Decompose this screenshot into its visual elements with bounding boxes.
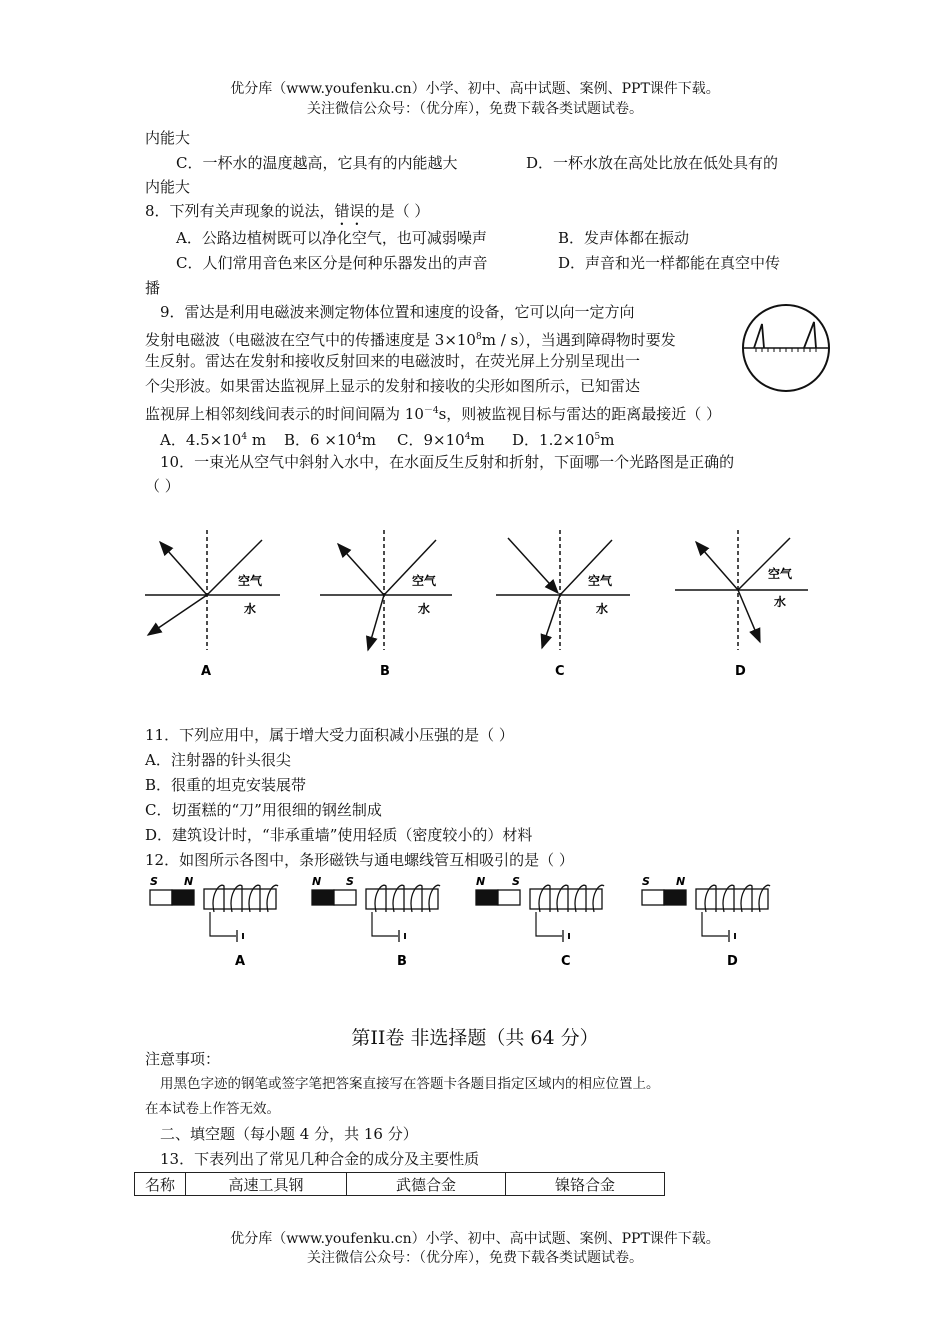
table-header-wood-alloy: 武德合金 <box>347 1173 506 1196</box>
diagram-12-c-pole-right: S <box>512 875 520 888</box>
diagram-12-a-magnet-left <box>150 890 172 905</box>
diagram-12-a-wire <box>210 912 236 936</box>
diagram-12-d-wire <box>702 912 728 936</box>
diagram-b-refracted-ray <box>368 595 384 650</box>
diagram-a-air-label: 空气 <box>238 574 263 588</box>
q13-stem: 13．下表列出了常见几种合金的成分及主要性质 <box>160 1150 480 1168</box>
diagram-12-a <box>150 875 278 969</box>
diagram-12-d-pole-right: N <box>676 875 686 888</box>
diagram-12-d <box>642 875 770 969</box>
notice-line-2: 在本试卷上作答无效。 <box>145 1101 280 1117</box>
diagram-12-c-wire <box>536 912 562 936</box>
diagram-d-label: D <box>735 664 746 679</box>
diagram-12-d-pole-left: S <box>642 875 650 888</box>
diagram-a-refracted-ray <box>148 595 207 635</box>
diagram-d-incident-ray <box>738 538 790 590</box>
notice-line-1: 用黑色字迹的钢笔或签字笔把答案直接写在答题卡各题目指定区域内的相应位置上。 <box>160 1076 660 1092</box>
q9-option-d-text: D．1.2×10 <box>512 431 595 449</box>
q8-stem-post: 的是（ ） <box>364 202 430 220</box>
q9-option-a-sup: 4 <box>241 432 248 442</box>
q9-line-5b: s，则被监视目标与雷达的距离最接近（ ） <box>438 405 722 423</box>
q10-stem-continuation: （ ） <box>145 477 180 495</box>
q11-option-a: A．注射器的针头很尖 <box>145 751 291 769</box>
diagram-12-b <box>312 875 440 969</box>
page-footer-line-1: 优分库（www.youfenku.cn）小学、初中、高中试题、案例、PPT课件下载。 <box>230 1231 720 1247</box>
diagram-c-incident-ray <box>508 538 558 593</box>
table-header-high-speed-steel: 高速工具钢 <box>186 1173 347 1196</box>
diagram-b-water-label: 水 <box>418 602 431 616</box>
q7-option-c: C．一杯水的温度越高，它具有的内能越大 <box>176 154 458 172</box>
q9-option-a <box>160 427 266 450</box>
magnet-solenoid-diagrams <box>140 872 790 972</box>
table-header-nichrome: 镍铬合金 <box>506 1173 665 1196</box>
q8-option-d-continuation: 播 <box>145 279 161 297</box>
fill-in-section-title: 二、填空题（每小题 4 分，共 16 分） <box>160 1125 418 1143</box>
page-header-line-2: 关注微信公众号：（优分库），免费下载各类试题试卷。 <box>307 101 643 117</box>
q9-option-b-text: B．6 ×10 <box>284 431 356 449</box>
q8-option-a: A．公路边植树既可以净化空气，也可减弱噪声 <box>176 229 487 247</box>
q10-stem: 10．一束光从空气中斜射入水中，在水面反生反射和折射，下面哪一个光路图是正确的 <box>160 453 735 471</box>
q8-stem <box>145 201 429 229</box>
q9-option-c-sup: 4 <box>464 432 471 442</box>
diagram-b <box>320 530 452 650</box>
radar-emitted-pulse <box>754 324 764 348</box>
q9-option-a-unit: m <box>247 431 267 449</box>
q7-option-d: D．一杯水放在高处比放在低处具有的 <box>526 154 779 172</box>
light-path-diagrams <box>140 520 820 685</box>
diagram-12-d-label: D <box>727 954 738 969</box>
q8-option-b: B．发声体都在振动 <box>558 229 690 247</box>
diagram-12-c-magnet-right <box>498 890 520 905</box>
q9-line-2 <box>145 327 676 350</box>
q8-stem-emphasis: 错误 <box>334 202 365 220</box>
diagram-12-c-label: C <box>561 954 571 969</box>
q9-option-c-unit: m <box>470 431 485 449</box>
diagram-12-a-magnet-right <box>172 890 194 905</box>
diagram-12-b-label: B <box>397 954 407 969</box>
q9-line-1: 9．雷达是利用电磁波来测定物体位置和速度的设备，它可以向一定方向 <box>160 303 635 321</box>
alloy-table <box>134 1172 665 1196</box>
section-2-title: 第II卷 非选择题（共 64 分） <box>351 1027 599 1049</box>
page-header-line-1: 优分库（www.youfenku.cn）小学、初中、高中试题、案例、PPT课件下载。 <box>230 81 720 97</box>
table-header-name: 名称 <box>135 1173 186 1196</box>
q9-line-5 <box>145 401 721 424</box>
q7-continuation: 内能大 <box>145 129 191 147</box>
q11-stem: 11．下列应用中，属于增大受力面积减小压强的是（ ） <box>145 726 514 744</box>
diagram-a-water-label: 水 <box>244 602 257 616</box>
q8-option-c: C．人们常用音色来区分是何种乐器发出的声音 <box>176 254 488 272</box>
diagram-c-water-label: 水 <box>596 602 609 616</box>
q9-option-c <box>397 427 485 450</box>
q12-stem: 12．如图所示各图中，条形磁铁与通电螺线管互相吸引的是（ ） <box>145 851 574 869</box>
diagram-c-label: C <box>555 664 565 679</box>
diagram-12-c-magnet-left <box>476 890 498 905</box>
diagram-d-reflected-ray <box>696 542 738 590</box>
q9-option-d <box>512 427 615 450</box>
diagram-12-b-pole-left: N <box>312 875 322 888</box>
diagram-d-refracted-ray <box>738 590 760 642</box>
diagram-12-b-pole-right: S <box>346 875 354 888</box>
q9-line-5-sup: －4 <box>423 406 439 416</box>
q9-line-2a: 发射电磁波（电磁波在空气中的传播速度是 3×10 <box>145 331 476 349</box>
q9-option-c-text: C．9×10 <box>397 431 465 449</box>
q9-option-d-sup: 5 <box>594 432 601 442</box>
q9-line-5a: 监视屏上相邻刻线间表示的时间间隔为 10 <box>145 405 424 423</box>
diagram-a <box>145 530 280 650</box>
q9-option-b <box>284 427 376 450</box>
diagram-12-d-magnet-right <box>664 890 686 905</box>
q11-option-b: B．很重的坦克安装展带 <box>145 776 307 794</box>
page-footer-line-2: 关注微信公众号：（优分库），免费下载各类试题试卷。 <box>307 1250 643 1266</box>
q9-line-4: 个尖形波。如果雷达监视屏上显示的发射和接收的尖形如图所示，已知雷达 <box>145 377 641 395</box>
q9-option-b-unit: m <box>361 431 376 449</box>
radar-received-pulse <box>804 322 816 348</box>
diagram-b-label: B <box>380 664 390 679</box>
diagram-12-d-magnet-left <box>642 890 664 905</box>
q9-line-2-sup: 8 <box>475 332 482 342</box>
q9-option-b-sup: 4 <box>356 432 362 442</box>
radar-screen-figure <box>740 300 832 396</box>
diagram-c <box>496 530 630 650</box>
diagram-b-air-label: 空气 <box>412 574 437 588</box>
q9-option-a-text: A．4.5×10 <box>160 431 242 449</box>
diagram-12-a-label: A <box>235 954 246 969</box>
diagram-12-c-pole-left: N <box>476 875 486 888</box>
diagram-12-a-pole-right: N <box>184 875 194 888</box>
q9-line-2b: m / s），当遇到障碍物时要发 <box>481 331 676 349</box>
diagram-b-reflected-ray <box>338 544 384 595</box>
diagram-a-reflected-ray <box>160 542 207 595</box>
diagram-12-a-pole-left: S <box>150 875 158 888</box>
diagram-c-air-label: 空气 <box>588 574 613 588</box>
q8-stem-pre: 8．下列有关声现象的说法， <box>145 202 335 220</box>
q9-option-d-unit: m <box>600 431 615 449</box>
notice-label: 注意事项： <box>145 1050 221 1068</box>
q7-option-d-continuation: 内能大 <box>145 178 191 196</box>
diagram-d-water-label: 水 <box>774 595 787 609</box>
table-row <box>135 1173 665 1196</box>
diagram-12-b-wire <box>372 912 398 936</box>
diagram-c-refracted-ray <box>542 595 560 648</box>
diagram-12-b-magnet-right <box>334 890 356 905</box>
diagram-12-c <box>476 875 604 969</box>
diagram-d-air-label: 空气 <box>768 567 793 581</box>
q9-line-3: 生反射。雷达在发射和接收反射回来的电磁波时，在荧光屏上分别呈现出一 <box>145 352 641 370</box>
diagram-12-b-magnet-left <box>312 890 334 905</box>
diagram-a-label: A <box>201 664 212 679</box>
q11-option-c: C．切蛋糕的“刀”用很细的钢丝制成 <box>145 801 382 819</box>
q8-option-d: D．声音和光一样都能在真空中传 <box>558 254 781 272</box>
q11-option-d: D．建筑设计时，“非承重墙”使用轻质（密度较小的）材料 <box>145 826 533 844</box>
diagram-d <box>675 530 808 650</box>
